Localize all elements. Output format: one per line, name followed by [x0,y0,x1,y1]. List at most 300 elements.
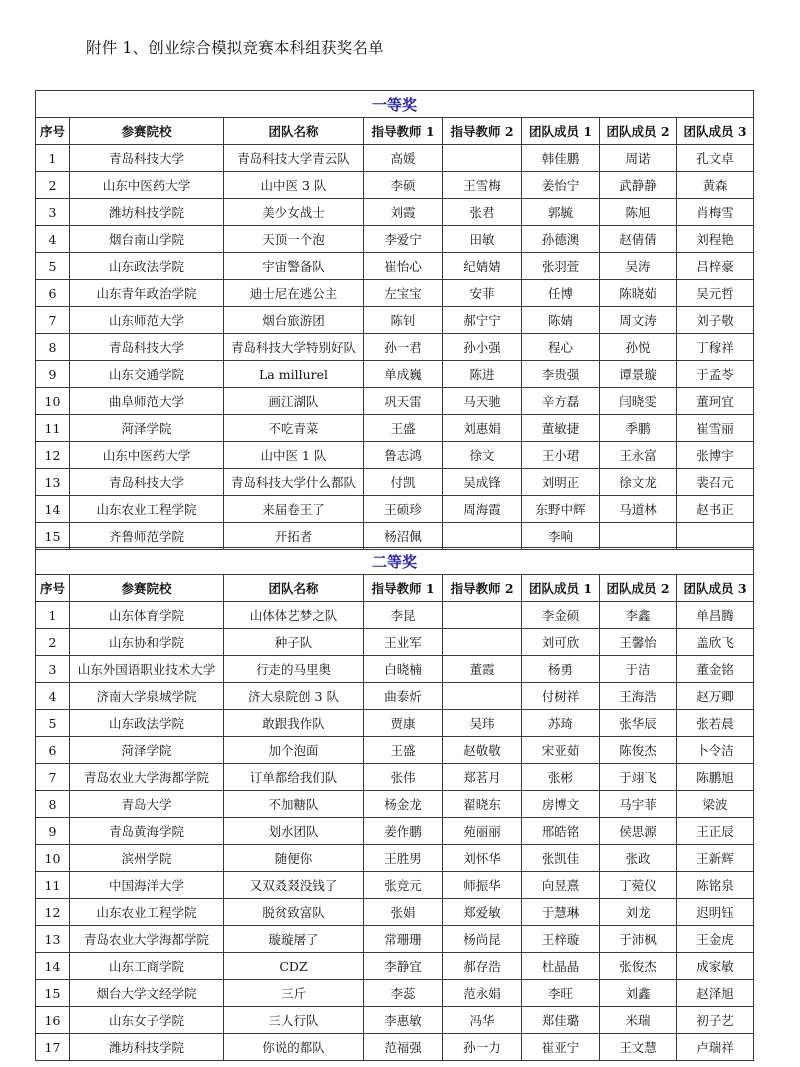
section-title: 二等奖 [36,548,754,575]
seq-cell: 2 [36,172,70,199]
advisor1-cell: 贾康 [364,710,443,737]
team-cell: CDZ [224,953,364,980]
seq-cell: 1 [36,145,70,172]
member2-cell: 马道林 [600,496,677,523]
seq-cell: 12 [36,442,70,469]
member1-cell: 李响 [522,523,600,550]
school-cell: 菏泽学院 [70,737,224,764]
team-cell: La millurel [224,361,364,388]
member2-cell: 张俊杰 [600,953,677,980]
member1-cell: 张凯佳 [522,845,600,872]
advisor2-cell: 孙一力 [443,1034,522,1061]
section-title: 一等奖 [36,91,754,118]
member2-cell: 孙悦 [600,334,677,361]
column-header: 指导教师 2 [443,575,522,602]
seq-cell: 15 [36,980,70,1007]
member1-cell: 郭毓 [522,199,600,226]
team-cell: 青岛科技大学青云队 [224,145,364,172]
advisor1-cell: 刘霞 [364,199,443,226]
school-cell: 山东体育学院 [70,602,224,629]
school-cell: 潍坊科技学院 [70,199,224,226]
seq-cell: 4 [36,226,70,253]
advisor2-cell: 吴成锋 [443,469,522,496]
member2-cell: 吴涛 [600,253,677,280]
member2-cell: 刘鑫 [600,980,677,1007]
advisor2-cell: 郝宁宁 [443,307,522,334]
team-cell: 加个泡面 [224,737,364,764]
member1-cell: 邢皓铭 [522,818,600,845]
advisor1-cell: 陈钊 [364,307,443,334]
member2-cell: 米瑞 [600,1007,677,1034]
school-cell: 中国海洋大学 [70,872,224,899]
table-row [36,953,754,980]
table-row [36,872,754,899]
member2-cell: 于翊飞 [600,764,677,791]
advisor1-cell: 左宝宝 [364,280,443,307]
table-row [36,926,754,953]
member2-cell: 王永富 [600,442,677,469]
advisor2-cell [443,629,522,656]
page-heading: 附件 1、创业综合模拟竞赛本科组获奖名单 [86,39,384,57]
school-cell: 齐鲁师范学院 [70,523,224,550]
team-cell: 山体体艺梦之队 [224,602,364,629]
member2-cell: 丁菀仪 [600,872,677,899]
table-row [36,710,754,737]
column-header-row [36,118,754,145]
table-row [36,602,754,629]
column-header: 团队成员 1 [522,118,600,145]
member3-cell: 陈铭泉 [677,872,754,899]
team-cell: 青岛科技大学特别好队 [224,334,364,361]
advisor1-cell: 崔怡心 [364,253,443,280]
advisor1-cell: 单成巍 [364,361,443,388]
advisor1-cell: 常珊珊 [364,926,443,953]
advisor2-cell: 周海霞 [443,496,522,523]
advisor1-cell: 白晓楠 [364,656,443,683]
member3-cell: 单昌腾 [677,602,754,629]
advisor1-cell: 李硕 [364,172,443,199]
school-cell: 菏泽学院 [70,415,224,442]
seq-cell: 9 [36,818,70,845]
member3-cell: 张博宇 [677,442,754,469]
school-cell: 山东工商学院 [70,953,224,980]
team-cell: 脱贫致富队 [224,899,364,926]
member1-cell: 东野中辉 [522,496,600,523]
column-header: 团队成员 3 [677,575,754,602]
member3-cell: 初子艺 [677,1007,754,1034]
advisor2-cell: 郑爱敏 [443,899,522,926]
school-cell: 山东交通学院 [70,361,224,388]
table-row [36,818,754,845]
table-row [36,496,754,523]
member2-cell: 马宇菲 [600,791,677,818]
member3-cell: 成家敏 [677,953,754,980]
member3-cell: 刘程艳 [677,226,754,253]
member3-cell: 赵万卿 [677,683,754,710]
advisor2-cell: 吴玮 [443,710,522,737]
member2-cell: 李鑫 [600,602,677,629]
member1-cell: 刘可欣 [522,629,600,656]
member2-cell: 武静静 [600,172,677,199]
advisor1-cell: 张竞元 [364,872,443,899]
member3-cell: 董珂宜 [677,388,754,415]
team-cell: 不吃青菜 [224,415,364,442]
team-cell: 青岛科技大学什么都队 [224,469,364,496]
column-header: 序号 [36,575,70,602]
seq-cell: 3 [36,656,70,683]
member3-cell: 张若晨 [677,710,754,737]
team-cell: 三斤 [224,980,364,1007]
advisor2-cell: 冯华 [443,1007,522,1034]
member2-cell: 周诺 [600,145,677,172]
seq-cell: 14 [36,953,70,980]
member3-cell: 丁稼祥 [677,334,754,361]
member2-cell: 刘龙 [600,899,677,926]
seq-cell: 1 [36,602,70,629]
school-cell: 曲阜师范大学 [70,388,224,415]
team-cell: 又双叒叕没钱了 [224,872,364,899]
member1-cell: 张彬 [522,764,600,791]
seq-cell: 7 [36,764,70,791]
member2-cell: 陈俊杰 [600,737,677,764]
column-header: 参赛院校 [70,118,224,145]
school-cell: 青岛农业大学海都学院 [70,926,224,953]
member1-cell: 姜怡宁 [522,172,600,199]
member1-cell: 郑佳璐 [522,1007,600,1034]
school-cell: 青岛大学 [70,791,224,818]
advisor1-cell: 张娟 [364,899,443,926]
table-row [36,307,754,334]
table-row [36,145,754,172]
member3-cell: 于孟苓 [677,361,754,388]
team-cell: 不加糖队 [224,791,364,818]
member3-cell: 崔雪丽 [677,415,754,442]
member3-cell: 裴召元 [677,469,754,496]
seq-cell: 9 [36,361,70,388]
team-cell: 天顶一个泡 [224,226,364,253]
advisor2-cell: 安菲 [443,280,522,307]
member3-cell: 吴元哲 [677,280,754,307]
school-cell: 烟台南山学院 [70,226,224,253]
school-cell: 滨州学院 [70,845,224,872]
member1-cell: 向昱熹 [522,872,600,899]
advisor1-cell: 范福强 [364,1034,443,1061]
member1-cell: 房博文 [522,791,600,818]
member3-cell: 卜令洁 [677,737,754,764]
team-cell: 山中医 3 队 [224,172,364,199]
member3-cell: 刘子敬 [677,307,754,334]
member3-cell [677,523,754,550]
member3-cell: 赵书正 [677,496,754,523]
advisor2-cell: 刘怀华 [443,845,522,872]
member3-cell: 吕梓豪 [677,253,754,280]
advisor1-cell: 王盛 [364,737,443,764]
column-header: 团队成员 2 [600,118,677,145]
school-cell: 山东农业工程学院 [70,496,224,523]
column-header: 团队成员 2 [600,575,677,602]
column-header: 团队名称 [224,118,364,145]
school-cell: 青岛科技大学 [70,145,224,172]
first-prize-table [35,90,754,550]
team-cell: 迪士尼在逃公主 [224,280,364,307]
column-header-row [36,575,754,602]
table-row [36,1034,754,1061]
member1-cell: 程心 [522,334,600,361]
school-cell: 山东协和学院 [70,629,224,656]
advisor1-cell: 王硕珍 [364,496,443,523]
advisor1-cell: 李昆 [364,602,443,629]
member2-cell [600,523,677,550]
table-row [36,629,754,656]
column-header: 参赛院校 [70,575,224,602]
member1-cell: 韩佳鹏 [522,145,600,172]
member2-cell: 于洁 [600,656,677,683]
team-cell: 订单都给我们队 [224,764,364,791]
member2-cell: 王馨怡 [600,629,677,656]
table-row [36,361,754,388]
member1-cell: 苏琦 [522,710,600,737]
school-cell: 青岛科技大学 [70,334,224,361]
member3-cell: 肖梅雪 [677,199,754,226]
member2-cell: 周文涛 [600,307,677,334]
section-title-row [36,91,754,118]
advisor2-cell: 董霞 [443,656,522,683]
advisor2-cell: 孙小强 [443,334,522,361]
member2-cell: 谭景璇 [600,361,677,388]
member2-cell: 于沛枫 [600,926,677,953]
school-cell: 青岛农业大学海都学院 [70,764,224,791]
member2-cell: 王文慧 [600,1034,677,1061]
member3-cell: 王正辰 [677,818,754,845]
team-cell: 开拓者 [224,523,364,550]
advisor2-cell: 陈进 [443,361,522,388]
table-row [36,199,754,226]
table-row [36,280,754,307]
member2-cell: 陈晓茹 [600,280,677,307]
team-cell: 随便你 [224,845,364,872]
seq-cell: 5 [36,710,70,737]
advisor2-cell: 郑茗月 [443,764,522,791]
school-cell: 山东师范大学 [70,307,224,334]
school-cell: 青岛科技大学 [70,469,224,496]
school-cell: 山东外国语职业技术大学 [70,656,224,683]
advisor2-cell: 马天驰 [443,388,522,415]
seq-cell: 6 [36,280,70,307]
member2-cell: 赵倩倩 [600,226,677,253]
seq-cell: 7 [36,307,70,334]
seq-cell: 17 [36,1034,70,1061]
member1-cell: 孙德澳 [522,226,600,253]
member1-cell: 于慧琳 [522,899,600,926]
advisor2-cell: 赵敬敬 [443,737,522,764]
table-row [36,980,754,1007]
section-title-row [36,548,754,575]
table-row [36,656,754,683]
advisor1-cell: 高媛 [364,145,443,172]
seq-cell: 2 [36,629,70,656]
table-row [36,683,754,710]
table-row [36,442,754,469]
advisor2-cell: 王雪梅 [443,172,522,199]
seq-cell: 12 [36,899,70,926]
member1-cell: 辛方磊 [522,388,600,415]
second-prize-table [35,547,754,1061]
table-row [36,253,754,280]
member1-cell: 付树祥 [522,683,600,710]
advisor1-cell: 王业军 [364,629,443,656]
member3-cell: 王金虎 [677,926,754,953]
advisor1-cell: 杨沼佩 [364,523,443,550]
table-row [36,1007,754,1034]
seq-cell: 3 [36,199,70,226]
advisor1-cell: 孙一君 [364,334,443,361]
advisor2-cell: 苑丽丽 [443,818,522,845]
seq-cell: 11 [36,872,70,899]
seq-cell: 14 [36,496,70,523]
advisor2-cell: 郝存浩 [443,953,522,980]
advisor1-cell: 李蕊 [364,980,443,1007]
advisor2-cell: 田敏 [443,226,522,253]
member2-cell: 张华辰 [600,710,677,737]
member3-cell: 迟明钰 [677,899,754,926]
table-row [36,469,754,496]
member3-cell: 董金铭 [677,656,754,683]
team-cell: 山中医 1 队 [224,442,364,469]
table-row [36,764,754,791]
member3-cell: 赵泽旭 [677,980,754,1007]
seq-cell: 4 [36,683,70,710]
advisor1-cell: 王盛 [364,415,443,442]
seq-cell: 15 [36,523,70,550]
member2-cell: 陈旭 [600,199,677,226]
member1-cell: 李旺 [522,980,600,1007]
member1-cell: 张羽萱 [522,253,600,280]
advisor1-cell: 巩天雷 [364,388,443,415]
member3-cell: 孔文卓 [677,145,754,172]
member3-cell: 黄森 [677,172,754,199]
advisor2-cell [443,602,522,629]
advisor2-cell [443,683,522,710]
member3-cell: 王新辉 [677,845,754,872]
team-cell: 你说的都队 [224,1034,364,1061]
school-cell: 山东中医药大学 [70,442,224,469]
column-header: 团队成员 3 [677,118,754,145]
member1-cell: 刘明正 [522,469,600,496]
advisor2-cell: 张君 [443,199,522,226]
school-cell: 山东政法学院 [70,253,224,280]
member2-cell: 徐文龙 [600,469,677,496]
seq-cell: 5 [36,253,70,280]
advisor1-cell: 王胜男 [364,845,443,872]
member3-cell: 梁波 [677,791,754,818]
seq-cell: 13 [36,926,70,953]
advisor1-cell: 李爱宁 [364,226,443,253]
table-row [36,415,754,442]
advisor2-cell: 徐文 [443,442,522,469]
seq-cell: 10 [36,388,70,415]
team-cell: 烟台旅游团 [224,307,364,334]
seq-cell: 13 [36,469,70,496]
member2-cell: 侯思源 [600,818,677,845]
school-cell: 山东中医药大学 [70,172,224,199]
school-cell: 济南大学泉城学院 [70,683,224,710]
team-cell: 宇宙警备队 [224,253,364,280]
team-cell: 画江湖队 [224,388,364,415]
advisor2-cell: 刘惠娟 [443,415,522,442]
team-cell: 济大泉院创 3 队 [224,683,364,710]
team-cell: 敢跟我作队 [224,710,364,737]
advisor2-cell: 翟晓东 [443,791,522,818]
member1-cell: 李贵强 [522,361,600,388]
advisor1-cell: 杨金龙 [364,791,443,818]
seq-cell: 11 [36,415,70,442]
table-row [36,791,754,818]
team-cell: 三人行队 [224,1007,364,1034]
seq-cell: 10 [36,845,70,872]
member1-cell: 崔亚宁 [522,1034,600,1061]
table-row [36,845,754,872]
school-cell: 山东政法学院 [70,710,224,737]
column-header: 指导教师 1 [364,575,443,602]
column-header: 团队名称 [224,575,364,602]
table-row [36,334,754,361]
school-cell: 青岛黄海学院 [70,818,224,845]
member2-cell: 闫晓雯 [600,388,677,415]
member2-cell: 季鹏 [600,415,677,442]
column-header: 团队成员 1 [522,575,600,602]
seq-cell: 6 [36,737,70,764]
member1-cell: 陈婧 [522,307,600,334]
seq-cell: 8 [36,791,70,818]
team-cell: 来届卷王了 [224,496,364,523]
table-row [36,899,754,926]
school-cell: 烟台大学文经学院 [70,980,224,1007]
member1-cell: 任博 [522,280,600,307]
school-cell: 潍坊科技学院 [70,1034,224,1061]
advisor2-cell [443,523,522,550]
table-row [36,172,754,199]
table-row [36,226,754,253]
team-cell: 璇璇屠了 [224,926,364,953]
school-cell: 山东农业工程学院 [70,899,224,926]
member1-cell: 董敏捷 [522,415,600,442]
advisor2-cell: 师振华 [443,872,522,899]
table-row [36,523,754,550]
school-cell: 山东女子学院 [70,1007,224,1034]
column-header: 指导教师 2 [443,118,522,145]
advisor2-cell [443,145,522,172]
member1-cell: 王小珺 [522,442,600,469]
member3-cell: 盖欣飞 [677,629,754,656]
member2-cell: 王海浩 [600,683,677,710]
seq-cell: 8 [36,334,70,361]
table-row [36,388,754,415]
team-cell: 种子队 [224,629,364,656]
member1-cell: 杜晶晶 [522,953,600,980]
advisor1-cell: 李静宜 [364,953,443,980]
team-cell: 行走的马里奥 [224,656,364,683]
advisor1-cell: 张伟 [364,764,443,791]
advisor1-cell: 鲁志鸿 [364,442,443,469]
table-row [36,737,754,764]
school-cell: 山东青年政治学院 [70,280,224,307]
advisor2-cell: 杨尚昆 [443,926,522,953]
team-cell: 划水团队 [224,818,364,845]
member2-cell: 张政 [600,845,677,872]
column-header: 指导教师 1 [364,118,443,145]
member1-cell: 宋亚茹 [522,737,600,764]
member1-cell: 杨勇 [522,656,600,683]
